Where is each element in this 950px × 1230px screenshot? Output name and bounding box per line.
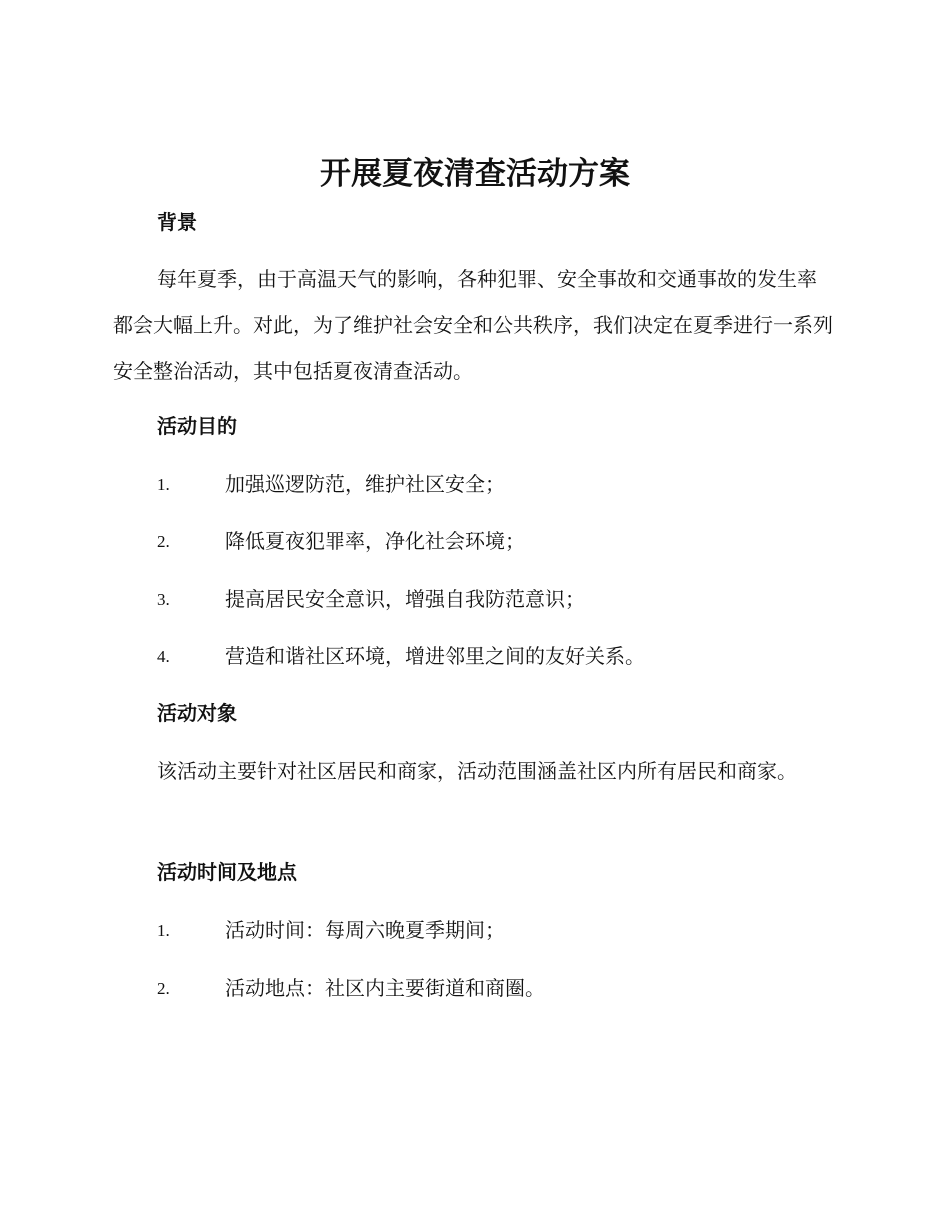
section-heading-time-place: 活动时间及地点 [157,860,297,884]
target-paragraph: 该活动主要针对社区居民和商家，活动范围涵盖社区内所有居民和商家。 [157,759,797,783]
list-number: 1. [157,475,170,494]
section-heading-purpose: 活动目的 [157,414,237,438]
list-text: 降低夏夜犯罪率，净化社会环境； [225,529,525,553]
background-paragraph: 每年夏季，由于高温天气的影响，各种犯罪、安全事故和交通事故的发生率都会大幅上升。对此，为了维护社会安全和公共秩序，我们决定在夏季进行一系列安全整治活动，其中包括夏夜清查活动。 [113,267,833,383]
purpose-list-item [0,642,950,672]
section-heading-background: 背景 [157,210,197,234]
time-place-list-item [0,916,950,946]
list-number: 3. [157,590,170,609]
list-number: 4. [157,647,170,666]
list-number: 2. [157,532,170,551]
purpose-list-item [0,527,950,557]
document-title: 开展夏夜清查活动方案 [320,156,630,192]
purpose-list-item [0,585,950,615]
list-text: 加强巡逻防范，维护社区安全； [225,472,505,496]
list-text: 活动时间：每周六晚夏季期间； [225,918,505,942]
list-number: 2. [157,979,170,998]
purpose-list-item [0,470,950,500]
time-place-list-item [0,974,950,1004]
section-heading-target: 活动对象 [157,701,237,725]
list-text: 活动地点：社区内主要街道和商圈。 [225,976,545,1000]
list-number: 1. [157,921,170,940]
list-text: 提高居民安全意识，增强自我防范意识； [225,587,585,611]
list-text: 营造和谐社区环境，增进邻里之间的友好关系。 [225,644,645,668]
